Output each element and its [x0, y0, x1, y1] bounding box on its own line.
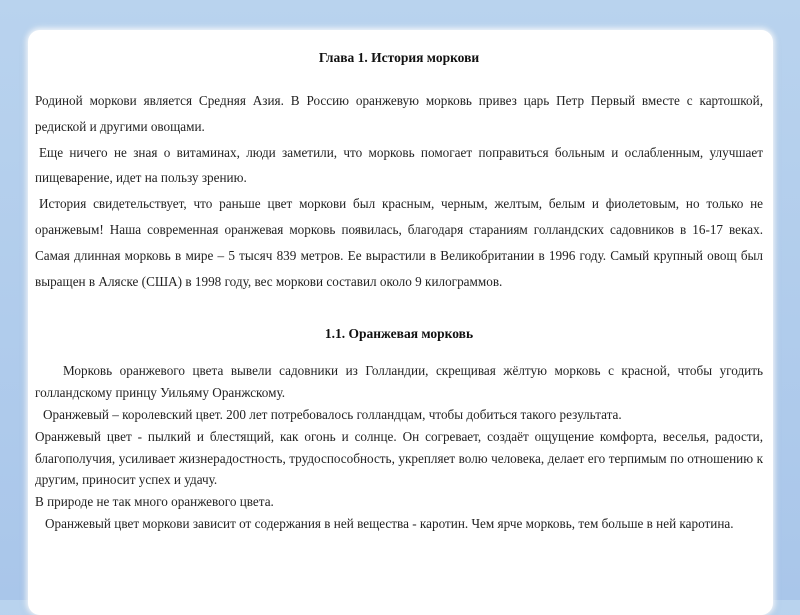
paragraph: В природе не так много оранжевого цвета.: [35, 494, 274, 510]
paragraph: История свидетельствует, что раньше цвет моркови был красным, черным, желтым, белым и фиолетовым, но только не оранжевым! Наша современная оранжевая морковь появилась, благодаря стараниям голландских садовников в 16-17 веках. Самая длинная морковь в мире – 5 тысяч 839 метров. Ее вырастили в Великобритании в 1996 году. Самый крупный овощ был выращен в Аляске (США) в 1998 году, вес моркови составил около 9 килограммов.: [35, 196, 763, 289]
document-content: [35, 50, 763, 535]
paragraph: Еще ничего не зная о витаминах, люди заметили, что морковь помогает поправиться больным и ослабленным, улучшает пищеварение, идет на пользу зрению.: [35, 144, 763, 186]
chapter-body: [35, 88, 763, 294]
section-body: [35, 360, 763, 534]
paragraph: Оранжевый цвет - пылкий и блестящий, как огонь и солнце. Он согревает, создаёт ощущение комфорта, веселья, радости, благополучия, усиливает жизнерадостность, трудоспособность, укрепляет волю человека, делает его терпимым по отношению к другим, приносит успех и удачу.: [35, 428, 763, 488]
paragraph: Оранжевый цвет моркови зависит от содержания в ней вещества - каротин. Чем ярче морковь, тем больше в ней каротина.: [45, 515, 734, 531]
paragraph: Морковь оранжевого цвета вывели садовники из Голландии, скрещивая жёлтую морковь с красной, чтобы угодить голландскому принцу Уильяму Оранжскому.: [35, 363, 763, 401]
paragraph: Оранжевый – королевский цвет. 200 лет потребовалось голландцам, чтобы добиться такого результата.: [43, 406, 622, 422]
paragraph: Родиной моркови является Средняя Азия. В Россию оранжевую морковь привез царь Петр Первый вместе с картошкой, редиской и другими овощами.: [35, 93, 763, 134]
chapter-title: Глава 1. История моркови: [318, 50, 480, 65]
section-title: 1.1. Оранжевая морковь: [324, 326, 474, 342]
